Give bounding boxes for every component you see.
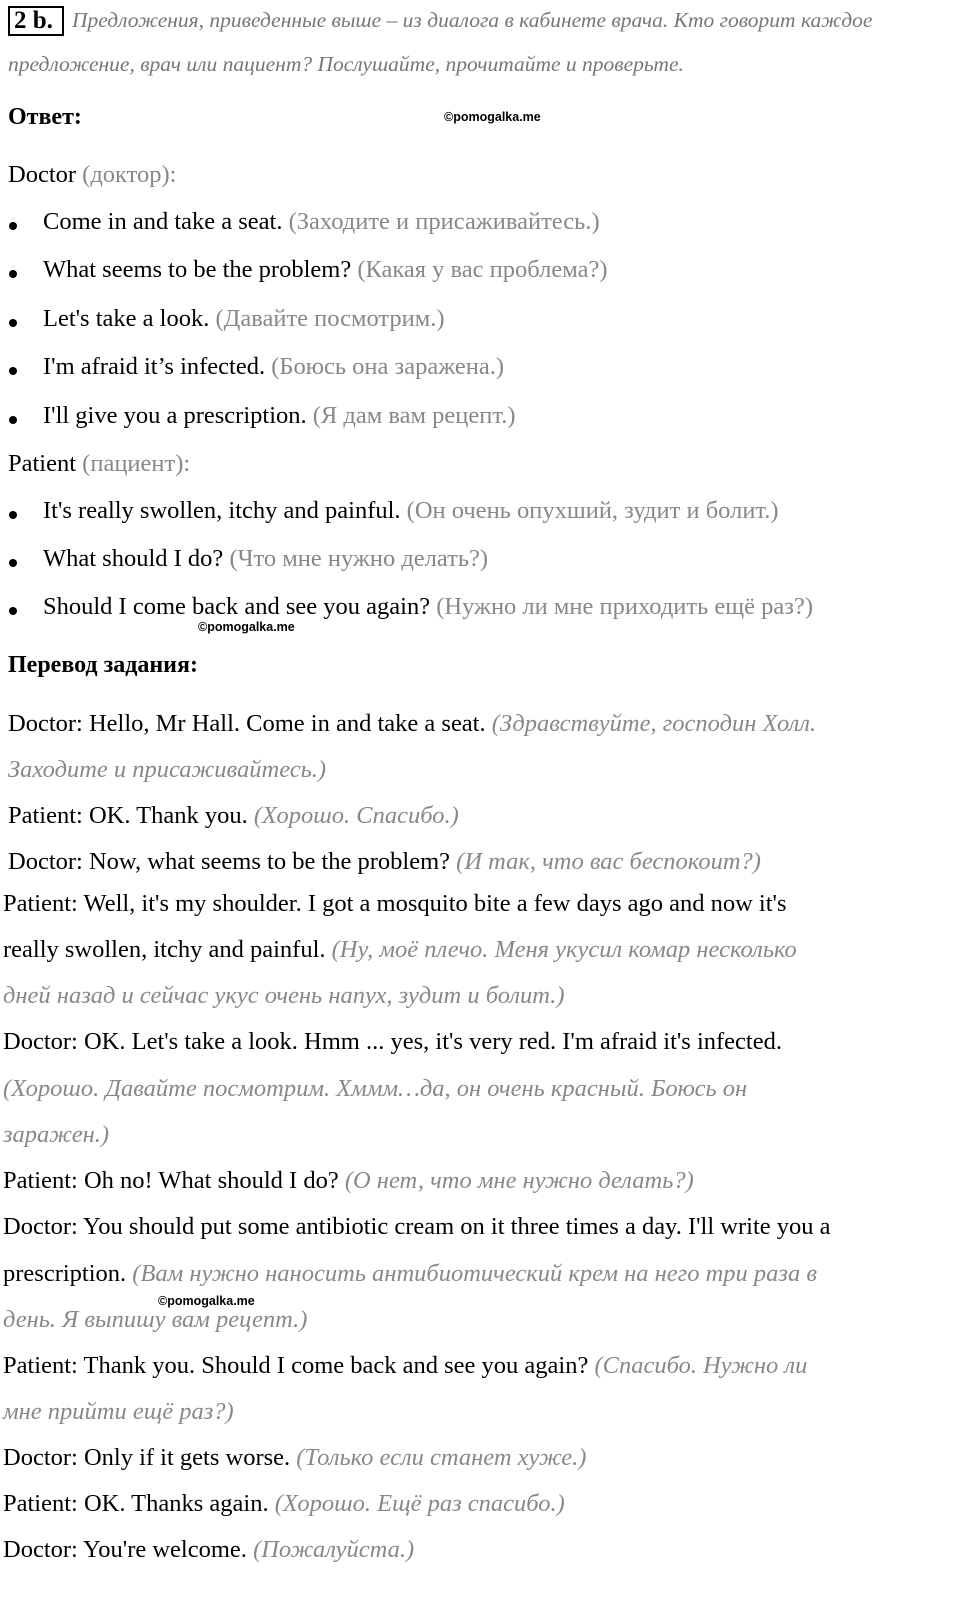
dialogue-translation: дней назад и сейчас укус очень напух, зудит и болит.) — [3, 982, 565, 1009]
bullet-icon — [9, 559, 17, 567]
watermark: ©pomogalka.me — [444, 110, 541, 124]
dialogue-line: Patient: Well, it's my shoulder. I got a mosquito bite a few days ago and now it's — [3, 890, 787, 917]
list-item-text: What should I do? — [43, 545, 224, 572]
dialogue-line — [3, 1536, 414, 1564]
dialogue-text: Doctor: Now, what seems to be the problem? — [8, 848, 451, 875]
dialogue-translation: день. Я выпишу вам рецепт.) — [3, 1306, 308, 1333]
dialogue-translation: (Хорошо. Спасибо.) — [253, 802, 459, 829]
bullet-icon — [9, 511, 17, 519]
list-item-translation: (Боюсь она заражена.) — [271, 353, 504, 380]
list-item-text: Come in and take a seat. — [43, 208, 283, 235]
dialogue-translation: (Только если станет хуже.) — [296, 1444, 587, 1471]
dialogue-line — [8, 802, 459, 830]
list-item-translation: (Я дам вам рецепт.) — [312, 402, 516, 429]
translation-heading: Перевод задания: — [8, 652, 198, 678]
bullet-icon — [9, 416, 17, 424]
list-item-text: I'll give you a prescription. — [43, 402, 307, 429]
list-item-text: Should I come back and see you again? — [43, 593, 431, 620]
dialogue-translation: (Хорошо. Давайте посмотрим. Хммм…да, он очень красный. Боюсь он — [3, 1075, 748, 1102]
task-number: 2 b. — [14, 7, 53, 34]
watermark: ©pomogalka.me — [198, 620, 295, 634]
dialogue-translation: заражен.) — [3, 1121, 110, 1148]
patient-label-translation: (пациент): — [82, 450, 191, 477]
dialogue-text: Doctor: You're welcome. — [3, 1536, 247, 1563]
answer-heading: Ответ: — [8, 104, 82, 130]
doctor-label-translation: (доктор): — [82, 161, 177, 188]
list-item-translation: (Заходите и присаживайтесь.) — [288, 208, 600, 235]
list-item-text: Let's take a look. — [43, 305, 210, 332]
task-instruction-line-2: предложение, врач или пациент? Послушайте, прочитайте и проверьте. — [8, 52, 684, 76]
patient-group-label — [8, 450, 190, 478]
dialogue-line — [3, 1352, 807, 1380]
list-item-translation: (Давайте посмотрим.) — [215, 305, 445, 332]
doctor-group-label — [8, 161, 176, 189]
task-instruction-line-1: Предложения, приведенные выше – из диалога в кабинете врача. Кто говорит каждое — [72, 8, 873, 32]
bullet-icon — [9, 319, 17, 327]
list-item-text: What seems to be the problem? — [43, 256, 352, 283]
dialogue-translation: (Хорошо. Ещё раз спасибо.) — [274, 1490, 565, 1517]
task-number-box — [8, 6, 64, 36]
patient-label: Patient — [8, 450, 77, 477]
dialogue-line — [3, 1167, 694, 1195]
dialogue-line — [8, 710, 816, 738]
dialogue-text: Patient: Thank you. Should I come back and see you again? — [3, 1352, 589, 1379]
doctor-label: Doctor — [8, 161, 77, 188]
dialogue-text: Patient: OK. Thank you. — [8, 802, 248, 829]
dialogue-text: really swollen, itchy and painful. — [3, 936, 326, 963]
list-item-translation: (Что мне нужно делать?) — [229, 545, 489, 572]
dialogue-translation: (И так, что вас беспокоит?) — [456, 848, 761, 875]
dialogue-line — [3, 1444, 586, 1472]
dialogue-text: Patient: OK. Thanks again. — [3, 1490, 269, 1517]
bullet-icon — [9, 222, 17, 230]
list-item-text: It's really swollen, itchy and painful. — [43, 497, 401, 524]
dialogue-line — [3, 936, 797, 964]
dialogue-line: Doctor: OK. Let's take a look. Hmm ... yes, it's very red. I'm afraid it's infected. — [3, 1028, 782, 1055]
watermark: ©pomogalka.me — [158, 1294, 255, 1308]
list-item-translation: (Он очень опухший, зудит и болит.) — [406, 497, 779, 524]
list-item-text: I'm afraid it’s infected. — [43, 353, 266, 380]
list-item-translation: (Нужно ли мне приходить ещё раз?) — [436, 593, 813, 620]
dialogue-text: Doctor: Hello, Mr Hall. Come in and take a seat. — [8, 710, 486, 737]
dialogue-translation: Заходите и присаживайтесь.) — [8, 756, 327, 783]
bullet-icon — [9, 607, 17, 615]
dialogue-line — [3, 1490, 565, 1518]
dialogue-translation: (Пожалуйста.) — [253, 1536, 415, 1563]
list-item-translation: (Какая у вас проблема?) — [357, 256, 608, 283]
bullet-icon — [9, 367, 17, 375]
dialogue-line — [3, 1260, 817, 1288]
dialogue-translation: (Вам нужно наносить антибиотический крем на него три раза в — [132, 1260, 817, 1287]
dialogue-translation: (Здравствуйте, господин Холл. — [491, 710, 817, 737]
dialogue-translation: (Ну, моё плечо. Меня укусил комар несколько — [331, 936, 797, 963]
bullet-icon — [9, 270, 17, 278]
dialogue-translation: (О нет, что мне нужно делать?) — [344, 1167, 694, 1194]
dialogue-line: Doctor: You should put some antibiotic cream on it three times a day. I'll write you a — [3, 1213, 831, 1240]
dialogue-translation: мне прийти ещё раз?) — [3, 1398, 234, 1425]
dialogue-text: prescription. — [3, 1260, 127, 1287]
dialogue-text: Patient: Oh no! What should I do? — [3, 1167, 339, 1194]
dialogue-translation: (Спасибо. Нужно ли — [594, 1352, 808, 1379]
dialogue-text: Doctor: Only if it gets worse. — [3, 1444, 291, 1471]
dialogue-line — [8, 848, 761, 876]
